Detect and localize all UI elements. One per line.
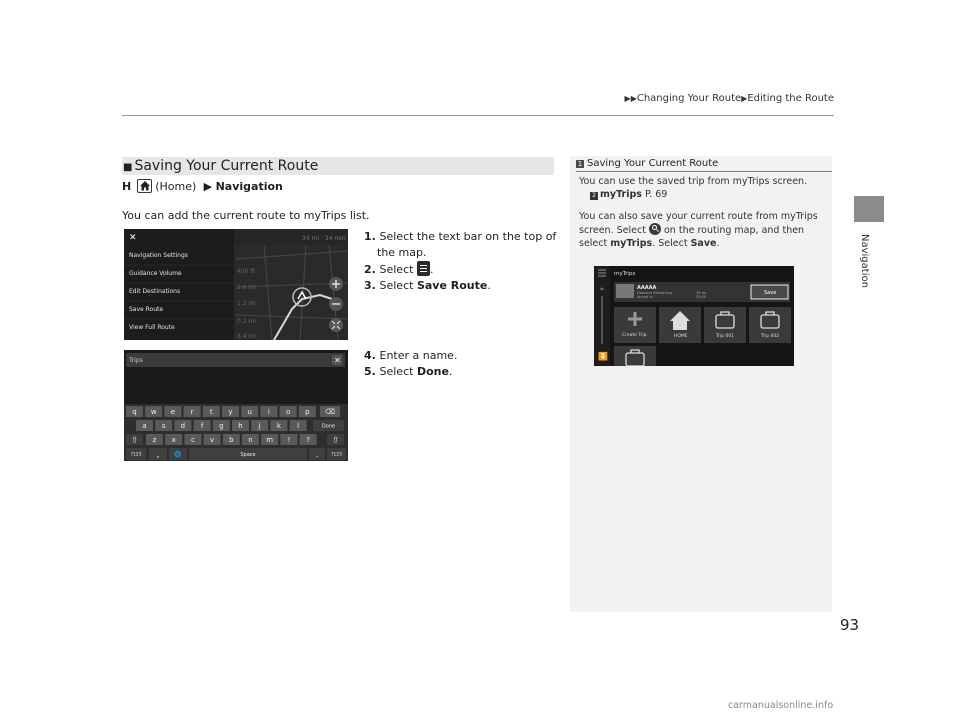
shift-key-icon-label: ⇧	[332, 435, 339, 445]
menu-item-navigation-settings[interactable]: Navigation Settings	[129, 252, 188, 259]
key-x-label: x	[171, 435, 176, 444]
key-h-label: h	[238, 421, 243, 430]
square-bullet-icon: ■	[123, 162, 133, 173]
nav-menu-screenshot	[124, 229, 348, 340]
menu-item-view-full-route[interactable]: View Full Route	[129, 324, 175, 331]
menu-icon	[417, 261, 430, 276]
screen-title: myTrips	[614, 271, 636, 277]
key-d-label: d	[180, 421, 186, 430]
zoom-in-icon[interactable]	[329, 277, 343, 291]
svg-text:Trip 002: Trip 002	[761, 334, 780, 339]
period-key-label: .	[315, 450, 319, 461]
steps-group-2: 4. Enter a name. 5. Select Done.	[364, 349, 458, 378]
save-button-label: Save	[764, 290, 777, 296]
note-rule	[576, 171, 832, 172]
watermark: carmanualsonline.info	[728, 700, 834, 711]
key-exclamation-label: !	[287, 435, 291, 444]
close-icon[interactable]: ✕	[129, 233, 137, 243]
scroll-down-icon[interactable]: ⏬	[598, 352, 608, 361]
key-s-label: s	[161, 421, 166, 430]
distance-label: 2.6 mi	[237, 284, 256, 291]
page-number: 93	[840, 616, 860, 634]
mytrips-screenshot	[594, 266, 794, 366]
header-rule	[122, 115, 834, 116]
menu-item-guidance-volume[interactable]: Guidance Volume	[129, 270, 182, 277]
numbers-key-label: ?123	[130, 452, 142, 458]
tile-trip-partial[interactable]	[614, 346, 656, 366]
key-g-label: g	[219, 421, 224, 430]
scroll-up-icon[interactable]: ⏶	[599, 285, 605, 293]
key-l-label: l	[297, 421, 300, 430]
key-p-label: p	[305, 407, 310, 416]
key-t-label: t	[209, 407, 213, 416]
svg-text:Create Trip: Create Trip	[622, 333, 647, 338]
chapter-tab	[854, 196, 884, 222]
key-y-label: y	[228, 407, 233, 416]
section-title: ■ Saving Your Current Route	[122, 157, 554, 175]
menu-item-save-route[interactable]: Save Route	[129, 306, 164, 313]
key-u-label: u	[247, 407, 252, 416]
key-a-label: a	[142, 421, 147, 430]
breadcrumb-arrow-icon: ▶	[741, 94, 748, 103]
key-k-label: k	[276, 421, 281, 430]
route-info: Distance Remaining	[637, 291, 673, 295]
path-home-label: (Home)	[155, 180, 197, 193]
route-info: 35 mi	[696, 291, 706, 295]
chapter-label: Navigation	[859, 234, 870, 288]
search-icon	[649, 223, 661, 235]
distance-label: 3.4 mi	[237, 333, 256, 340]
key-w-label: w	[150, 407, 157, 416]
navigation-path	[122, 179, 283, 195]
steps-group-1: 1. Select the text bar on the top of the map. 2. Select . 3. Select Save Route.	[364, 230, 557, 292]
key-m-label: m	[266, 435, 274, 444]
key-o-label: o	[285, 407, 291, 416]
xref-icon: 2	[590, 192, 598, 200]
clear-input-x-icon: ✕	[334, 356, 341, 365]
shift-key-icon-label: ⇧	[131, 435, 138, 445]
backspace-key-icon-label: ⌫	[325, 407, 335, 416]
zoom-out-icon[interactable]	[329, 297, 343, 311]
done-key-label: Done	[321, 423, 336, 430]
path-arrow-icon: ▶	[199, 180, 213, 193]
breadcrumb-part-1: Changing Your Route	[636, 93, 742, 104]
key-j-label: j	[258, 421, 261, 430]
fullscreen-icon[interactable]	[329, 318, 343, 332]
key-e-label: e	[170, 407, 176, 416]
note-title: 1 Saving Your Current Route	[577, 158, 719, 169]
space-key-label: Space	[240, 451, 256, 458]
menu-item-edit-destinations[interactable]: Edit Destinations	[129, 288, 181, 295]
svg-text:Trip 001: Trip 001	[716, 334, 735, 339]
svg-text:HOME: HOME	[674, 334, 688, 339]
note-body: You can use the saved trip from myTrips screen. 2 myTrips P. 69 You can also save your current route from myTrips screen. Select on the routing map, and then select myTrips. Select Save.	[579, 176, 818, 249]
globe-key-icon-label: 🌐	[174, 451, 182, 459]
route-thumbnail	[616, 284, 634, 298]
key-c-label: c	[190, 435, 195, 444]
key-question-label: ?	[306, 435, 310, 444]
key-n-label: n	[248, 435, 253, 444]
route-info: Arrival In	[637, 295, 653, 299]
route-info: 33:00	[696, 295, 707, 299]
distance-label: 400 ft	[237, 268, 255, 275]
key-q-label: q	[132, 407, 137, 416]
breadcrumb-part-2: Editing the Route	[747, 93, 834, 104]
key-i-label: i	[267, 407, 270, 416]
key-f-label: f	[200, 421, 204, 430]
xref-target[interactable]: myTrips	[600, 189, 642, 200]
path-target: Navigation	[215, 180, 283, 193]
comma-key-label: ,	[156, 450, 160, 461]
distance-label: 0.2 mi	[237, 318, 256, 325]
key-r-label: r	[190, 407, 194, 416]
note-marker-icon: 1	[577, 160, 583, 168]
status-text: 34 mi · 34 min	[302, 235, 346, 242]
intro-text: You can add the current route to myTrips list.	[122, 209, 370, 222]
numbers-key-label: ?123	[331, 452, 342, 458]
key-v-label: v	[210, 435, 215, 444]
home-icon	[137, 179, 152, 193]
keyboard-svg	[124, 350, 348, 461]
note-box	[570, 156, 832, 612]
home-button-glyph-icon: H	[122, 180, 132, 193]
route-name: AAAAA	[637, 285, 657, 291]
distance-label: 1.2 mi	[237, 300, 256, 307]
key-b-label: b	[229, 435, 234, 444]
keyboard-screenshot	[124, 350, 348, 461]
name-input[interactable]	[126, 353, 345, 367]
breadcrumb	[612, 93, 834, 104]
key-z-label: z	[152, 435, 157, 444]
name-input-value: Trips	[129, 357, 143, 364]
breadcrumb-arrow-icon: ▶▶	[624, 94, 637, 103]
